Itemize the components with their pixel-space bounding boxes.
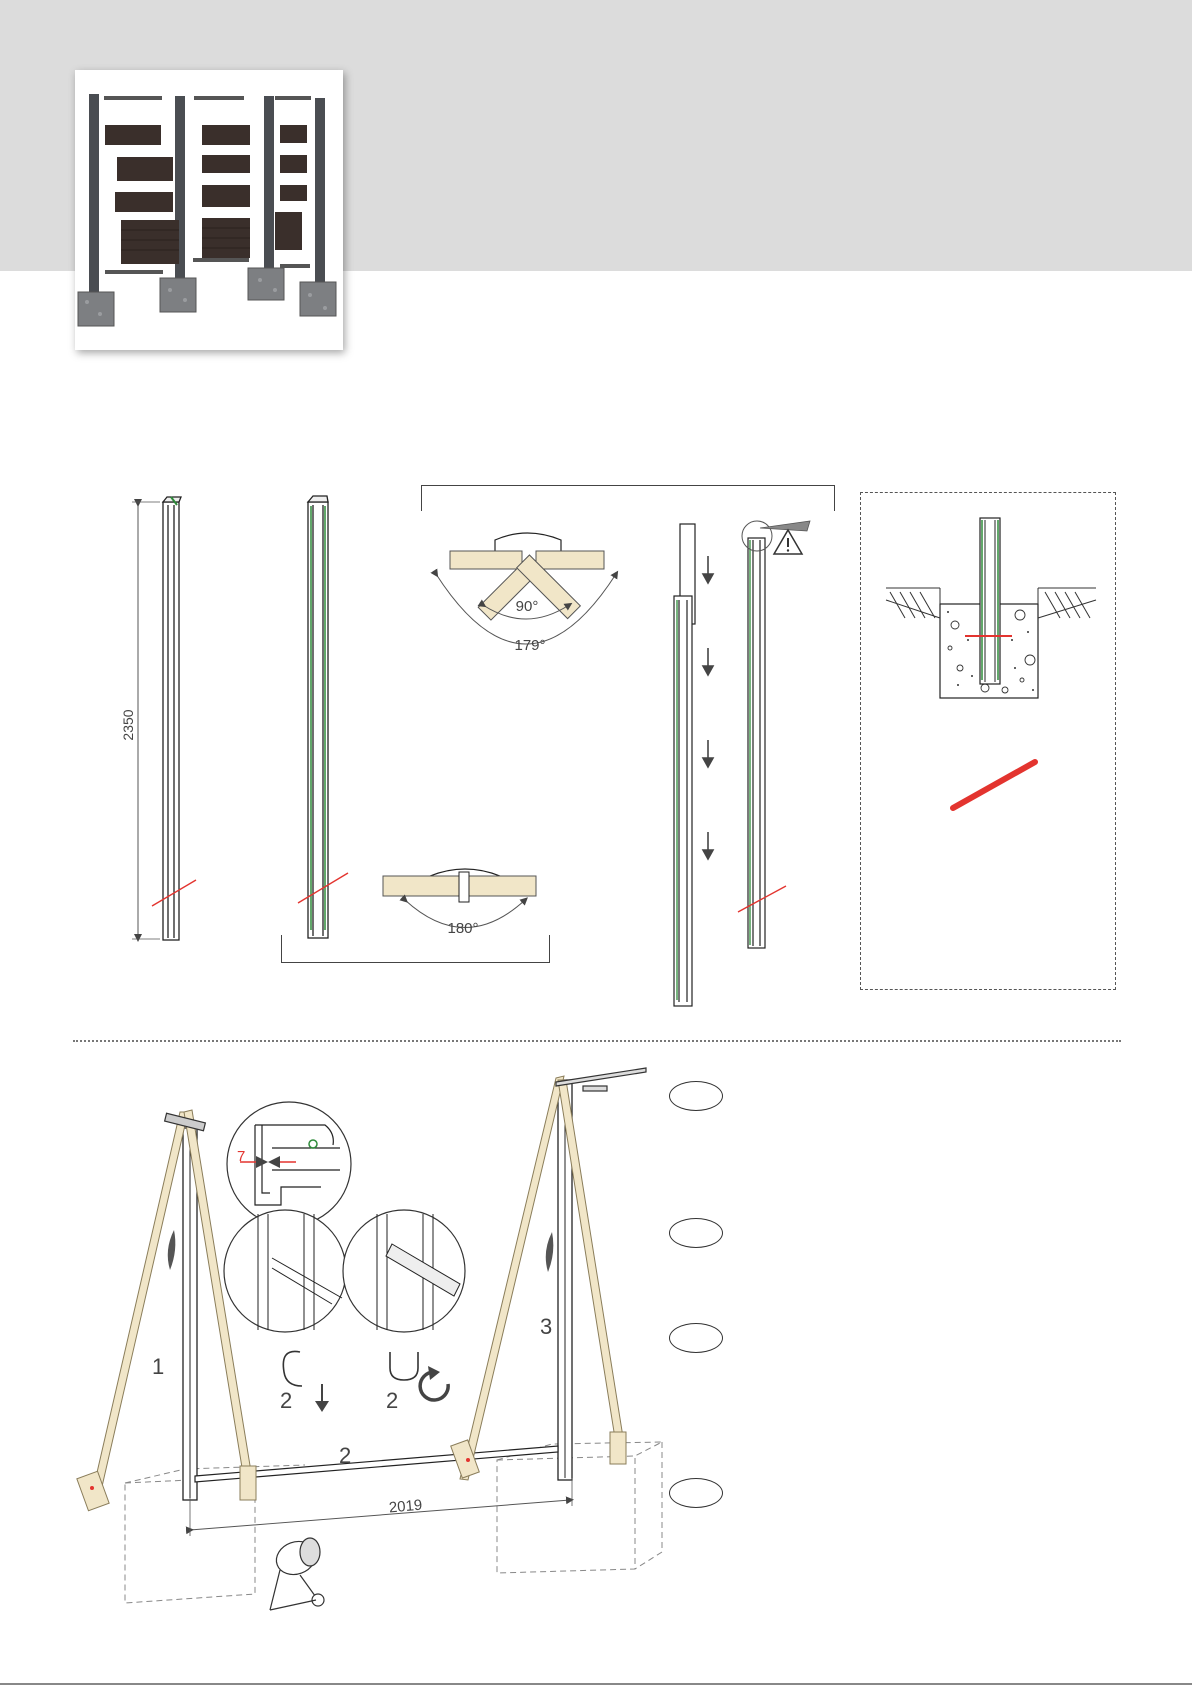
post-height-label: 2350 <box>120 709 136 741</box>
warning-icon <box>774 530 802 554</box>
angle-180-label: 180° <box>447 920 479 937</box>
foundation-diagram <box>886 518 1096 698</box>
down-arrows <box>703 556 713 859</box>
clip-push-number: 2 <box>280 1388 293 1413</box>
straight-connector-diagram <box>383 869 536 928</box>
post-number-1: 1 <box>152 1354 165 1379</box>
corner-connector-diagram <box>436 533 616 644</box>
step-bubble-1 <box>669 1081 723 1111</box>
rail-number-2: 2 <box>339 1443 352 1468</box>
step-bubble-3 <box>669 1323 723 1353</box>
assembly-scene <box>77 1068 662 1610</box>
angle-179-label: 179° <box>514 637 546 654</box>
step-bubble-2 <box>669 1218 723 1248</box>
post-number-3: 3 <box>540 1314 553 1339</box>
width-dimension-label: 2019 <box>388 1496 423 1517</box>
red-rod <box>953 762 1035 808</box>
post-single <box>163 497 181 940</box>
angle-90-label: 90° <box>515 598 539 615</box>
step-bubble-4 <box>669 1478 723 1508</box>
gap-label: 7 <box>237 1148 246 1165</box>
clip-rotate-number: 2 <box>386 1388 399 1413</box>
cement-mixer-icon <box>270 1536 324 1610</box>
